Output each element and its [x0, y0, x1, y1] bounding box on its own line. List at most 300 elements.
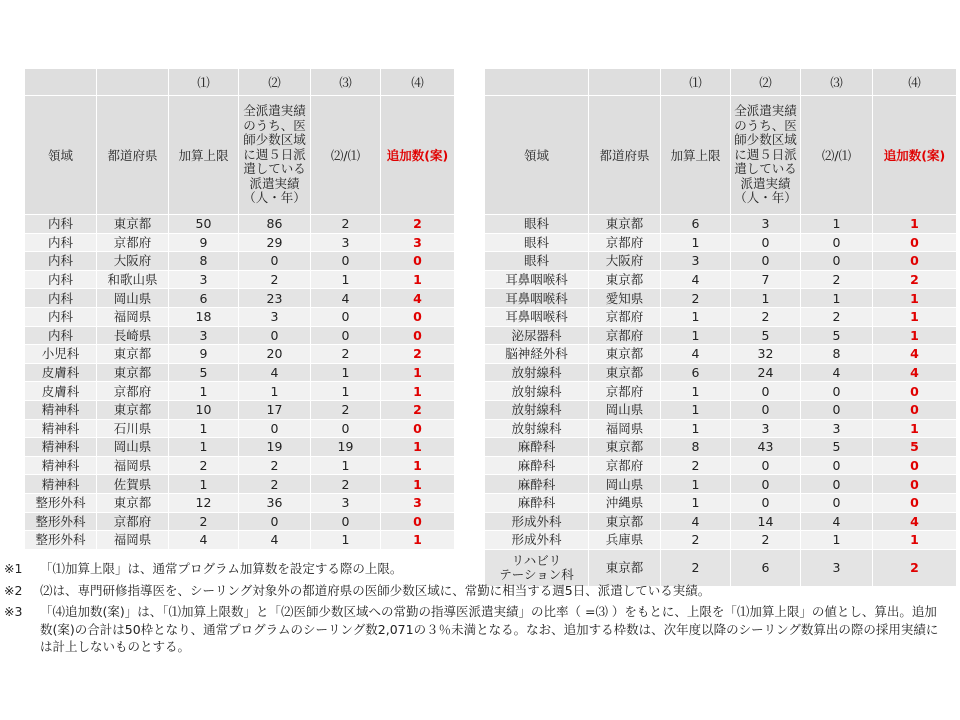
cell-ratio: 2 — [801, 270, 873, 289]
cell-add: 1 — [873, 531, 957, 550]
cell-dispatch: 0 — [731, 493, 801, 512]
table-row — [485, 456, 957, 475]
cell-ratio: 4 — [801, 363, 873, 382]
table-row — [25, 438, 455, 457]
cell-dispatch: 0 — [731, 252, 801, 271]
cell-ratio: 1 — [311, 270, 381, 289]
header-number: ⑷ — [381, 69, 455, 96]
cell-ratio: 1 — [801, 289, 873, 308]
cell-dispatch: 0 — [731, 456, 801, 475]
cell-region: 眼科 — [485, 233, 589, 252]
cell-prefecture: 福岡県 — [97, 531, 169, 550]
cell-ratio: 0 — [311, 326, 381, 345]
cell-dispatch: 0 — [239, 252, 311, 271]
header-dispatch-record — [239, 96, 311, 215]
table-row — [25, 531, 455, 550]
cell-dispatch: 32 — [731, 345, 801, 364]
cell-prefecture: 東京都 — [589, 512, 661, 531]
cell-dispatch: 17 — [239, 400, 311, 419]
cell-add: 0 — [873, 475, 957, 494]
cell-ratio: 1 — [311, 531, 381, 550]
cell-prefecture: 和歌山県 — [97, 270, 169, 289]
table-row — [25, 252, 455, 271]
cell-limit: 1 — [661, 326, 731, 345]
cell-add: 2 — [381, 345, 455, 364]
cell-limit: 2 — [661, 289, 731, 308]
table-row — [485, 326, 957, 345]
cell-add: 1 — [873, 215, 957, 234]
cell-dispatch: 1 — [239, 382, 311, 401]
cell-add: 0 — [381, 512, 455, 531]
cell-dispatch: 0 — [239, 326, 311, 345]
cell-region: 眼科 — [485, 215, 589, 234]
cell-add: 1 — [381, 363, 455, 382]
table-row — [485, 493, 957, 512]
cell-ratio: 4 — [801, 512, 873, 531]
cell-dispatch: 24 — [731, 363, 801, 382]
header-blank — [589, 69, 661, 96]
cell-ratio: 0 — [311, 512, 381, 531]
cell-add: 0 — [381, 307, 455, 326]
cell-prefecture: 東京都 — [589, 270, 661, 289]
cell-prefecture: 東京都 — [589, 345, 661, 364]
table-row — [25, 270, 455, 289]
cell-region: 脳神経外科 — [485, 345, 589, 364]
cell-dispatch: 2 — [731, 531, 801, 550]
table-row — [485, 419, 957, 438]
footnote-mark: ※3 — [4, 604, 23, 620]
table-row — [485, 438, 957, 457]
cell-prefecture: 京都府 — [97, 512, 169, 531]
cell-add: 0 — [381, 252, 455, 271]
cell-add: 4 — [873, 512, 957, 531]
cell-prefecture: 東京都 — [97, 493, 169, 512]
header-limit: 加算上限 — [169, 96, 239, 215]
cell-prefecture: 沖縄県 — [589, 493, 661, 512]
cell-add: 4 — [381, 289, 455, 308]
cell-region-line: テーション科 — [499, 566, 574, 582]
cell-prefecture: 長崎県 — [97, 326, 169, 345]
header-ratio: ⑵/⑴ — [801, 96, 873, 215]
cell-prefecture: 京都府 — [589, 456, 661, 475]
cell-limit: 2 — [169, 456, 239, 475]
cell-region: 麻酔科 — [485, 438, 589, 457]
cell-region: 形成外科 — [485, 512, 589, 531]
cell-region: 泌尿器科 — [485, 326, 589, 345]
cell-region: 整形外科 — [25, 493, 97, 512]
header-dispatch-line: のうち、医 — [243, 117, 306, 133]
cell-region: 放射線科 — [485, 419, 589, 438]
cell-prefecture: 石川県 — [97, 419, 169, 438]
cell-ratio: 2 — [311, 400, 381, 419]
cell-prefecture: 愛知県 — [589, 289, 661, 308]
header-label-row — [25, 96, 455, 215]
header-dispatch-line: 派遣実績 — [740, 175, 791, 191]
cell-prefecture: 京都府 — [589, 233, 661, 252]
header-dispatch-record — [731, 96, 801, 215]
table-row — [485, 512, 957, 531]
cell-ratio: 2 — [311, 345, 381, 364]
cell-dispatch: 2 — [239, 270, 311, 289]
cell-prefecture: 福岡県 — [97, 307, 169, 326]
cell-region: 内科 — [25, 289, 97, 308]
cell-region: 麻酔科 — [485, 456, 589, 475]
cell-region: 放射線科 — [485, 400, 589, 419]
cell-ratio: 3 — [801, 549, 873, 586]
cell-limit: 8 — [169, 252, 239, 271]
cell-ratio: 8 — [801, 345, 873, 364]
cell-dispatch: 14 — [731, 512, 801, 531]
header-dispatch-line: に週５日派 — [734, 146, 797, 162]
cell-ratio: 0 — [311, 307, 381, 326]
cell-dispatch: 19 — [239, 438, 311, 457]
footnote-1 — [4, 560, 944, 578]
cell-prefecture: 東京都 — [97, 400, 169, 419]
header-prefecture: 都道府県 — [97, 96, 169, 215]
cell-limit: 4 — [169, 531, 239, 550]
cell-region: 形成外科 — [485, 531, 589, 550]
cell-region: 皮膚科 — [25, 363, 97, 382]
cell-limit: 4 — [661, 270, 731, 289]
header-number: ⑵ — [731, 69, 801, 96]
table-row — [25, 233, 455, 252]
header-number: ⑶ — [801, 69, 873, 96]
cell-add: 2 — [873, 549, 957, 586]
footnote-mark: ※1 — [4, 561, 23, 576]
header-dispatch-line: に週５日派 — [243, 146, 306, 162]
cell-add: 1 — [381, 382, 455, 401]
cell-region: 内科 — [25, 252, 97, 271]
cell-add: 4 — [873, 363, 957, 382]
cell-add: 3 — [381, 493, 455, 512]
table-row — [25, 512, 455, 531]
table-row — [25, 475, 455, 494]
cell-add: 3 — [381, 233, 455, 252]
header-dispatch-line: 全派遣実績 — [243, 103, 306, 119]
cell-add: 1 — [381, 438, 455, 457]
cell-add: 0 — [381, 326, 455, 345]
cell-prefecture: 福岡県 — [97, 456, 169, 475]
cell-limit: 2 — [169, 512, 239, 531]
cell-limit: 3 — [661, 252, 731, 271]
cell-ratio: 0 — [801, 252, 873, 271]
cell-dispatch: 3 — [239, 307, 311, 326]
table-row — [485, 475, 957, 494]
cell-limit: 5 — [169, 363, 239, 382]
table-row — [25, 289, 455, 308]
cell-region: 麻酔科 — [485, 475, 589, 494]
footnote-text: ⑵は、専門研修指導医を、シーリング対象外の都道府県の医師少数区域に、常勤に相当する週5日、派遣している実績。 — [40, 582, 711, 598]
header-prefecture: 都道府県 — [589, 96, 661, 215]
cell-prefecture: 岡山県 — [97, 289, 169, 308]
cell-limit: 1 — [169, 419, 239, 438]
header-number-row — [485, 69, 957, 96]
cell-limit: 18 — [169, 307, 239, 326]
cell-ratio: 4 — [311, 289, 381, 308]
right-table — [484, 68, 957, 587]
table-row — [485, 233, 957, 252]
cell-limit: 1 — [169, 475, 239, 494]
header-blank — [97, 69, 169, 96]
cell-dispatch: 23 — [239, 289, 311, 308]
cell-region: 精神科 — [25, 456, 97, 475]
cell-region: 内科 — [25, 270, 97, 289]
cell-prefecture: 東京都 — [589, 549, 661, 586]
cell-ratio: 2 — [801, 307, 873, 326]
cell-add: 1 — [873, 419, 957, 438]
header-dispatch-line: 派遣実績 — [249, 175, 300, 191]
cell-limit: 1 — [169, 382, 239, 401]
cell-prefecture: 岡山県 — [589, 475, 661, 494]
header-ratio: ⑵/⑴ — [311, 96, 381, 215]
cell-dispatch: 36 — [239, 493, 311, 512]
cell-prefecture: 岡山県 — [97, 438, 169, 457]
cell-add: 1 — [873, 307, 957, 326]
cell-add: 2 — [381, 400, 455, 419]
header-dispatch-line: 師少数区域 — [243, 132, 306, 148]
cell-prefecture: 京都府 — [589, 326, 661, 345]
header-number: ⑴ — [169, 69, 239, 96]
cell-region-line: リハビリ — [511, 552, 562, 568]
table-row — [25, 382, 455, 401]
table-row — [485, 382, 957, 401]
cell-dispatch: 7 — [731, 270, 801, 289]
cell-region: 精神科 — [25, 400, 97, 419]
cell-limit: 4 — [661, 345, 731, 364]
cell-dispatch: 20 — [239, 345, 311, 364]
cell-limit: 6 — [661, 215, 731, 234]
cell-limit: 3 — [169, 270, 239, 289]
cell-dispatch: 4 — [239, 531, 311, 550]
table-row — [485, 307, 957, 326]
table-row — [25, 345, 455, 364]
cell-ratio: 0 — [311, 252, 381, 271]
cell-prefecture: 兵庫県 — [589, 531, 661, 550]
cell-add: 4 — [873, 345, 957, 364]
cell-prefecture: 東京都 — [589, 363, 661, 382]
header-dispatch-line: （人・年） — [243, 190, 306, 206]
cell-ratio: 1 — [801, 215, 873, 234]
cell-dispatch: 2 — [239, 456, 311, 475]
cell-add: 1 — [381, 475, 455, 494]
cell-add: 0 — [873, 400, 957, 419]
cell-limit: 9 — [169, 345, 239, 364]
cell-ratio: 2 — [311, 475, 381, 494]
cell-limit: 1 — [661, 493, 731, 512]
header-number: ⑶ — [311, 69, 381, 96]
header-add: 追加数(案) — [381, 96, 455, 215]
footnote-text: 「⑴加算上限」は、通常プログラム加算数を設定する際の上限。 — [40, 561, 403, 576]
header-label-row — [485, 96, 957, 215]
cell-ratio: 3 — [311, 233, 381, 252]
cell-region: 皮膚科 — [25, 382, 97, 401]
cell-ratio: 0 — [801, 493, 873, 512]
cell-region: 放射線科 — [485, 382, 589, 401]
cell-dispatch: 3 — [731, 215, 801, 234]
cell-prefecture: 京都府 — [589, 382, 661, 401]
cell-limit: 1 — [661, 475, 731, 494]
cell-region: 小児科 — [25, 345, 97, 364]
header-dispatch-line: 全派遣実績 — [734, 103, 797, 119]
table-row — [25, 326, 455, 345]
cell-ratio: 1 — [311, 363, 381, 382]
cell-ratio: 0 — [801, 382, 873, 401]
cell-ratio: 0 — [801, 400, 873, 419]
cell-region: 整形外科 — [25, 531, 97, 550]
cell-add: 1 — [873, 326, 957, 345]
cell-limit: 12 — [169, 493, 239, 512]
cell-ratio: 0 — [801, 456, 873, 475]
cell-ratio: 1 — [311, 456, 381, 475]
cell-dispatch: 2 — [239, 475, 311, 494]
cell-ratio: 1 — [801, 531, 873, 550]
cell-limit: 6 — [169, 289, 239, 308]
header-dispatch-line: 師少数区域 — [734, 132, 797, 148]
cell-region: 内科 — [25, 307, 97, 326]
cell-ratio: 3 — [311, 493, 381, 512]
cell-dispatch: 5 — [731, 326, 801, 345]
table-row — [485, 345, 957, 364]
table-row — [485, 289, 957, 308]
cell-dispatch: 86 — [239, 215, 311, 234]
header-number: ⑴ — [661, 69, 731, 96]
cell-dispatch: 0 — [731, 400, 801, 419]
cell-ratio: 2 — [311, 215, 381, 234]
footnote-mark: ※2 — [4, 582, 23, 598]
cell-add: 1 — [381, 531, 455, 550]
cell-dispatch: 0 — [731, 475, 801, 494]
cell-dispatch: 29 — [239, 233, 311, 252]
cell-region: 内科 — [25, 233, 97, 252]
cell-dispatch: 0 — [731, 382, 801, 401]
table-row — [485, 252, 957, 271]
cell-add: 0 — [873, 252, 957, 271]
cell-limit: 10 — [169, 400, 239, 419]
cell-ratio: 5 — [801, 326, 873, 345]
table-row — [25, 493, 455, 512]
table-row — [25, 400, 455, 419]
cell-prefecture: 京都府 — [97, 382, 169, 401]
table-row — [485, 531, 957, 550]
header-region: 領域 — [485, 96, 589, 215]
header-blank — [485, 69, 589, 96]
cell-region: 精神科 — [25, 419, 97, 438]
table-row — [25, 215, 455, 234]
cell-prefecture: 岡山県 — [589, 400, 661, 419]
cell-add: 0 — [873, 493, 957, 512]
cell-prefecture: 東京都 — [589, 215, 661, 234]
cell-ratio: 0 — [801, 233, 873, 252]
cell-dispatch: 6 — [731, 549, 801, 586]
cell-limit: 1 — [661, 419, 731, 438]
cell-region: 整形外科 — [25, 512, 97, 531]
table-row — [25, 363, 455, 382]
header-blank — [25, 69, 97, 96]
cell-prefecture: 東京都 — [97, 345, 169, 364]
cell-region: 眼科 — [485, 252, 589, 271]
cell-dispatch: 0 — [239, 512, 311, 531]
cell-dispatch: 4 — [239, 363, 311, 382]
cell-limit: 8 — [661, 438, 731, 457]
cell-limit: 1 — [661, 233, 731, 252]
cell-dispatch: 0 — [239, 419, 311, 438]
header-dispatch-line: 遣している — [243, 161, 306, 177]
cell-add: 1 — [381, 270, 455, 289]
header-dispatch-line: のうち、医 — [734, 117, 797, 133]
cell-limit: 3 — [169, 326, 239, 345]
cell-ratio: 1 — [311, 382, 381, 401]
cell-limit: 2 — [661, 531, 731, 550]
header-number: ⑷ — [873, 69, 957, 96]
cell-ratio: 3 — [801, 419, 873, 438]
cell-prefecture: 東京都 — [97, 363, 169, 382]
cell-limit: 1 — [661, 382, 731, 401]
cell-ratio: 0 — [801, 475, 873, 494]
cell-prefecture: 京都府 — [589, 307, 661, 326]
cell-dispatch: 0 — [731, 233, 801, 252]
cell-limit: 4 — [661, 512, 731, 531]
cell-prefecture: 東京都 — [589, 438, 661, 457]
cell-region: 精神科 — [25, 475, 97, 494]
cell-limit: 1 — [661, 400, 731, 419]
cell-add: 2 — [873, 270, 957, 289]
cell-region: 麻酔科 — [485, 493, 589, 512]
header-dispatch-line: （人・年） — [734, 190, 797, 206]
table-row — [485, 215, 957, 234]
cell-limit: 1 — [661, 307, 731, 326]
footnote-3 — [4, 603, 944, 656]
header-region: 領域 — [25, 96, 97, 215]
footnote-2 — [4, 582, 944, 600]
cell-limit: 2 — [661, 549, 731, 586]
cell-region: 精神科 — [25, 438, 97, 457]
cell-add: 0 — [381, 419, 455, 438]
cell-prefecture: 福岡県 — [589, 419, 661, 438]
cell-limit: 50 — [169, 215, 239, 234]
cell-dispatch: 43 — [731, 438, 801, 457]
cell-add: 1 — [873, 289, 957, 308]
cell-ratio: 19 — [311, 438, 381, 457]
cell-region: 内科 — [25, 326, 97, 345]
cell-add: 0 — [873, 456, 957, 475]
left-table — [24, 68, 455, 550]
cell-region: 耳鼻咽喉科 — [485, 289, 589, 308]
cell-prefecture: 大阪府 — [97, 252, 169, 271]
table-row — [485, 363, 957, 382]
table-row — [25, 419, 455, 438]
table-row — [25, 456, 455, 475]
cell-limit: 1 — [169, 438, 239, 457]
header-number: ⑵ — [239, 69, 311, 96]
cell-add: 2 — [381, 215, 455, 234]
cell-limit: 9 — [169, 233, 239, 252]
cell-add: 5 — [873, 438, 957, 457]
footnote-text: 「⑷追加数(案)」は、「⑴加算上限数」と「⑵医師少数区域への常勤の指導医派遣実績」の比率（ =⑶ ）をもとに、上限を「⑴加算上限」の値とし、算出。追加数(案)の合計は50枠となり、通常プログラムのシーリング数2,071の３％未満となる。なお、追加する枠数は、次年度以降のシーリング数算出の際の採用実績には計上しないものとする。 — [40, 604, 939, 655]
cell-add: 1 — [381, 456, 455, 475]
cell-prefecture: 京都府 — [97, 233, 169, 252]
cell-region: 内科 — [25, 215, 97, 234]
header-add: 追加数(案) — [873, 96, 957, 215]
cell-dispatch: 1 — [731, 289, 801, 308]
header-limit: 加算上限 — [661, 96, 731, 215]
table-row — [485, 400, 957, 419]
header-number-row — [25, 69, 455, 96]
header-dispatch-line: 遣している — [734, 161, 797, 177]
cell-region: 耳鼻咽喉科 — [485, 270, 589, 289]
cell-ratio: 5 — [801, 438, 873, 457]
cell-limit: 2 — [661, 456, 731, 475]
cell-prefecture: 大阪府 — [589, 252, 661, 271]
